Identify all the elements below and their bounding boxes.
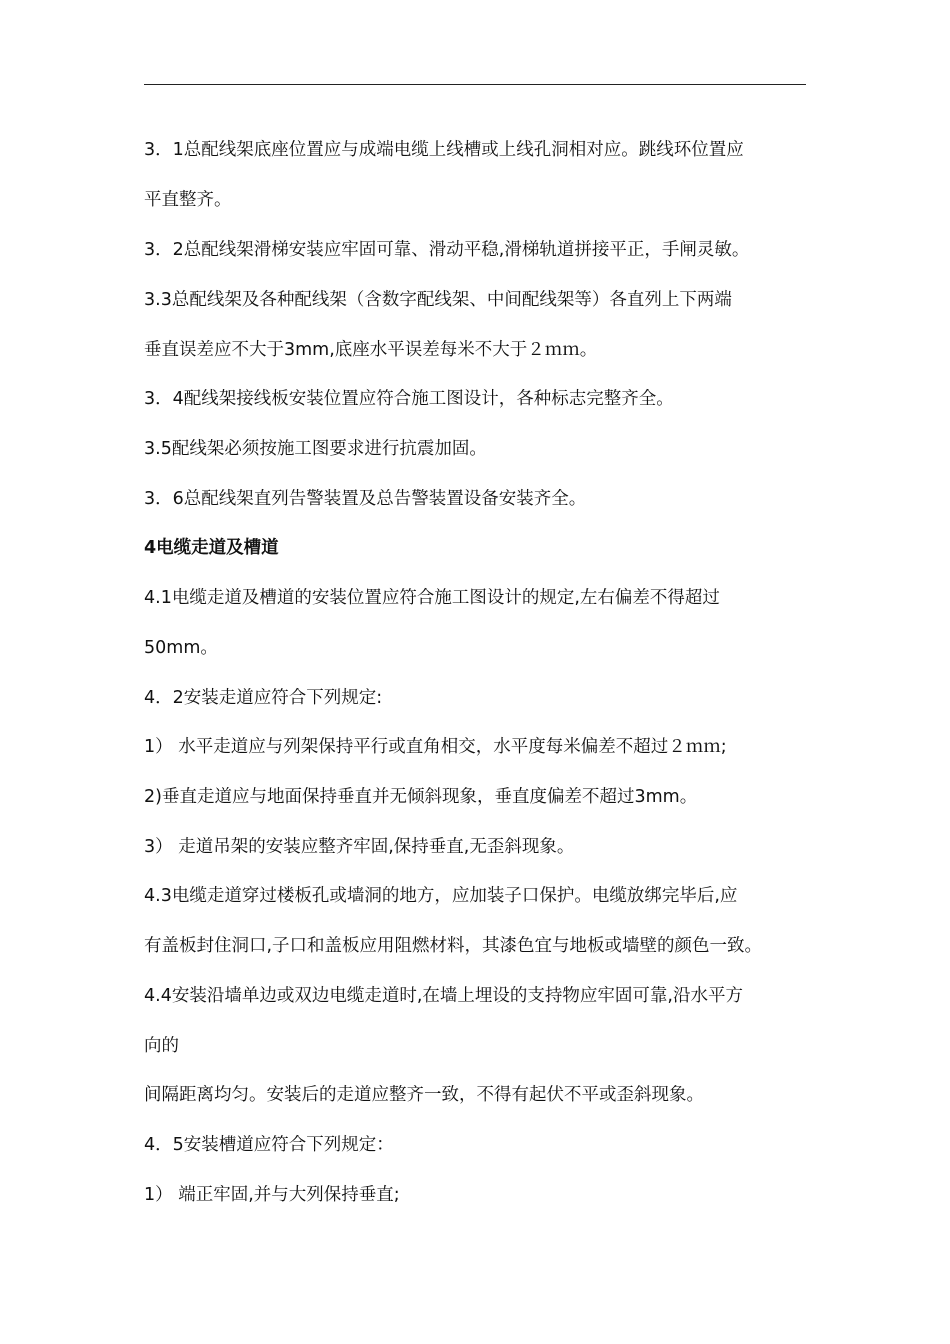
text-line: 3．4配线架接线板安装位置应符合施工图设计，各种标志完整齐全。: [144, 389, 674, 409]
section-heading: 4电缆走道及槽道: [144, 538, 279, 558]
text-line: 向的: [144, 1036, 179, 1056]
text-line: 3.5配线架必须按施工图要求进行抗震加固。: [144, 439, 487, 459]
text-line: 垂直误差应不大于3mm,底座水平误差每米不大于２ｍｍ。: [144, 340, 598, 360]
text-line: 4.1电缆走道及槽道的安装位置应符合施工图设计的规定,左右偏差不得超过: [144, 588, 720, 608]
text-line: 4.3电缆走道穿过楼板孔或墙洞的地方，应加装子口保护。电缆放绑完毕后,应: [144, 886, 738, 906]
text-line: 3.3总配线架及各种配线架（含数字配线架、中间配线架等）各直列上下两端: [144, 290, 732, 310]
text-line: 1） 端正牢固,并与大列保持垂直;: [144, 1185, 400, 1205]
text-line: 间隔距离均匀。安装后的走道应整齐一致，不得有起伏不平或歪斜现象。: [144, 1085, 704, 1105]
text-line: 平直整齐。: [144, 190, 232, 210]
text-line: 50mm。: [144, 638, 218, 658]
text-line: 4.4安装沿墙单边或双边电缆走道时,在墙上埋设的支持物应牢固可靠,沿水平方: [144, 986, 743, 1006]
text-line: 有盖板封住洞口,子口和盖板应用阻燃材料，其漆色宜与地板或墙壁的颜色一致。: [144, 936, 763, 956]
text-line: 3） 走道吊架的安装应整齐牢固,保持垂直,无歪斜现象。: [144, 837, 575, 857]
text-line: 3．6总配线架直列告警装置及总告警装置设备安装齐全。: [144, 489, 587, 509]
header-rule: [144, 84, 806, 85]
text-line: 1） 水平走道应与列架保持平行或直角相交，水平度每米偏差不超过２ｍｍ;: [144, 737, 727, 757]
text-line: 3．1总配线架底座位置应与成端电缆上线槽或上线孔洞相对应。跳线环位置应: [144, 140, 744, 160]
text-line: 4．5安装槽道应符合下列规定：: [144, 1135, 394, 1155]
text-line: 4．2安装走道应符合下列规定:: [144, 688, 383, 708]
text-line: 2)垂直走道应与地面保持垂直并无倾斜现象，垂直度偏差不超过3mm。: [144, 787, 698, 807]
text-line: 3．2总配线架滑梯安装应牢固可靠、滑动平稳,滑梯轨道拼接平正，手闸灵敏。: [144, 240, 750, 260]
